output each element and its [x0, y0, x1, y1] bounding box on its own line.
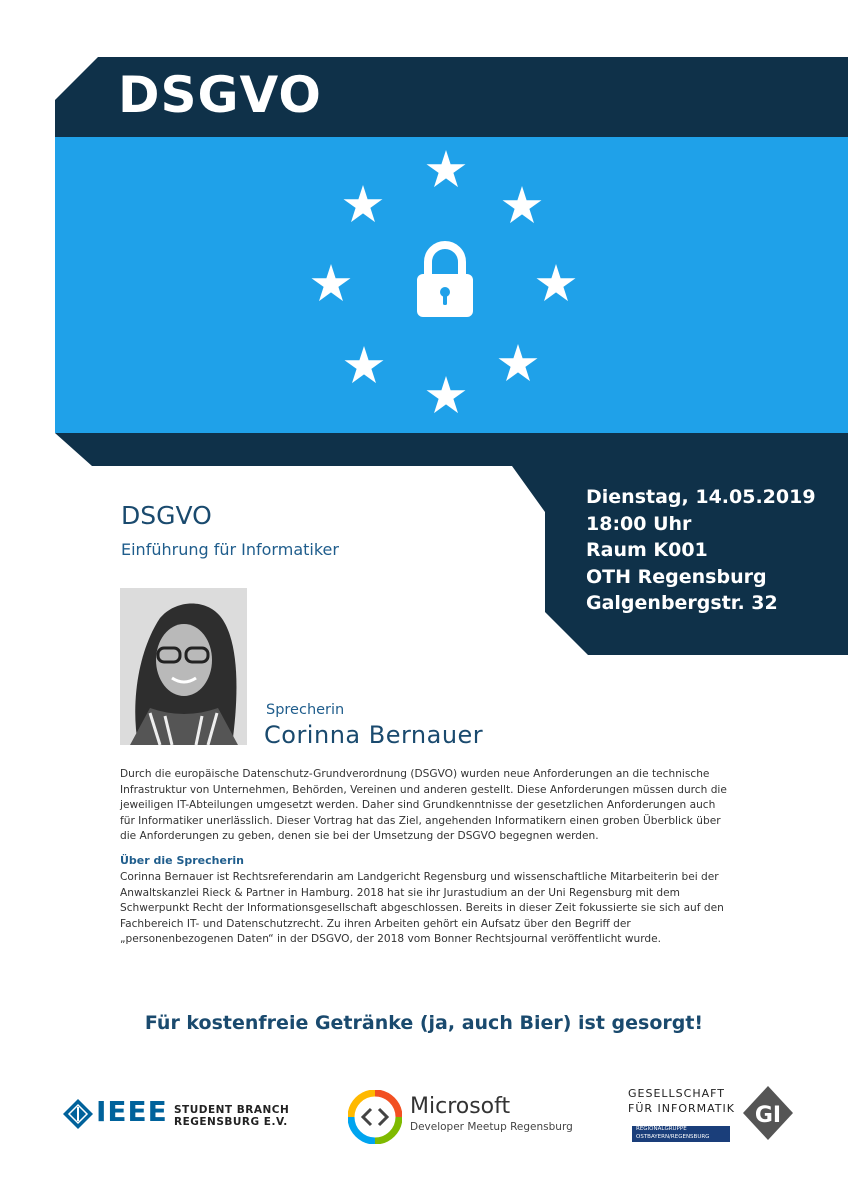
talk-subtitle: Einführung für Informatiker — [121, 540, 339, 559]
microsoft-meetup-logo — [348, 1088, 573, 1146]
gi-line-2: FÜR INFORMATIK — [628, 1102, 735, 1115]
speaker-photo — [120, 588, 247, 745]
gi-name — [628, 1086, 735, 1116]
microsoft-meetup-name: Developer Meetup Regensburg — [410, 1121, 573, 1133]
ieee-line-2: REGENSBURG E.V. — [174, 1116, 288, 1128]
refreshments-note: Für kostenfreie Getränke (ja, auch Bier) ist gesorgt! — [144, 1012, 704, 1034]
event-info — [586, 484, 816, 617]
ieee-branch-name — [174, 1104, 289, 1128]
gi-badge-line-1: REGIONALGRUPPE — [636, 1126, 687, 1132]
about-speaker-text: Corinna Bernauer ist Rechtsreferendarin am Landgericht Regensburg und wissenschaftliche Mitarbeiterin bei der Anwaltskanzlei Rieck & Partner in Hamburg. 2018 hat sie ihr Jurastudium an der Uni Regensburg mit dem Schwerpunkt Recht der Informationsgesellschaft abgeschlossen. Bereits in dieser Zeit fokussierte sie sich auf den Fachbereich IT- und Datenschutzrecht. Zu ihren Arbeiten gehört ein Aufsatz über den Begriff der „personenbezogenen Daten“ in der DSGVO, der 2018 vom Bonner Rechtsjournal veröffentlicht wurde. — [120, 871, 724, 945]
speaker-role: Sprecherin — [266, 702, 345, 718]
about-speaker-heading: Über die Sprecherin — [120, 854, 244, 867]
event-room: Raum K001 — [586, 539, 708, 561]
event-time: 18:00 Uhr — [586, 512, 692, 535]
event-street: Galgenbergstr. 32 — [586, 592, 778, 614]
ieee-diamond-icon — [62, 1098, 94, 1130]
gi-emblem-icon — [743, 1086, 793, 1140]
talk-title: DSGVO — [121, 501, 212, 530]
event-date: Dienstag, 14.05.2019 — [586, 486, 816, 508]
event-place: OTH Regensburg — [586, 565, 767, 588]
gi-badge-line-2: OSTBAYERN/REGENSBURG — [636, 1133, 710, 1140]
svg-text:GI: GI — [754, 1103, 782, 1128]
talk-description: Durch die europäische Datenschutz-Grundverordnung (DSGVO) wurden neue Anforderungen an die technische Infrastruktur von Unternehmen, Behörden, Vereinen und anderen gestellt. Diese Anforderungen müssen durch die jeweiligen IT-Abteilungen umgesetzt werden. Daher sind Grundkenntnisse der gesetzlichen Anforderungen auch für Informatiker unerlässlich. Dieser Vortrag hat das Ziel, angehenden Informatikern einen groben Überblick über die Anforderungen zu geben, denen sie bei der Umsetzung der DSGVO begegnen werden. — [120, 768, 727, 842]
ieee-logo — [62, 1096, 302, 1138]
page-title: DSGVO — [118, 66, 322, 124]
speaker-name: Corinna Bernauer — [264, 721, 484, 749]
gi-line-1: GESELLSCHAFT — [628, 1087, 725, 1100]
gi-logo — [628, 1086, 798, 1150]
code-brackets-icon — [348, 1090, 402, 1144]
microsoft-wordmark: Microsoft — [410, 1094, 511, 1119]
ieee-wordmark: IEEE — [96, 1095, 168, 1128]
gi-regional-badge — [632, 1126, 730, 1142]
ieee-line-1: STUDENT BRANCH — [174, 1104, 290, 1116]
